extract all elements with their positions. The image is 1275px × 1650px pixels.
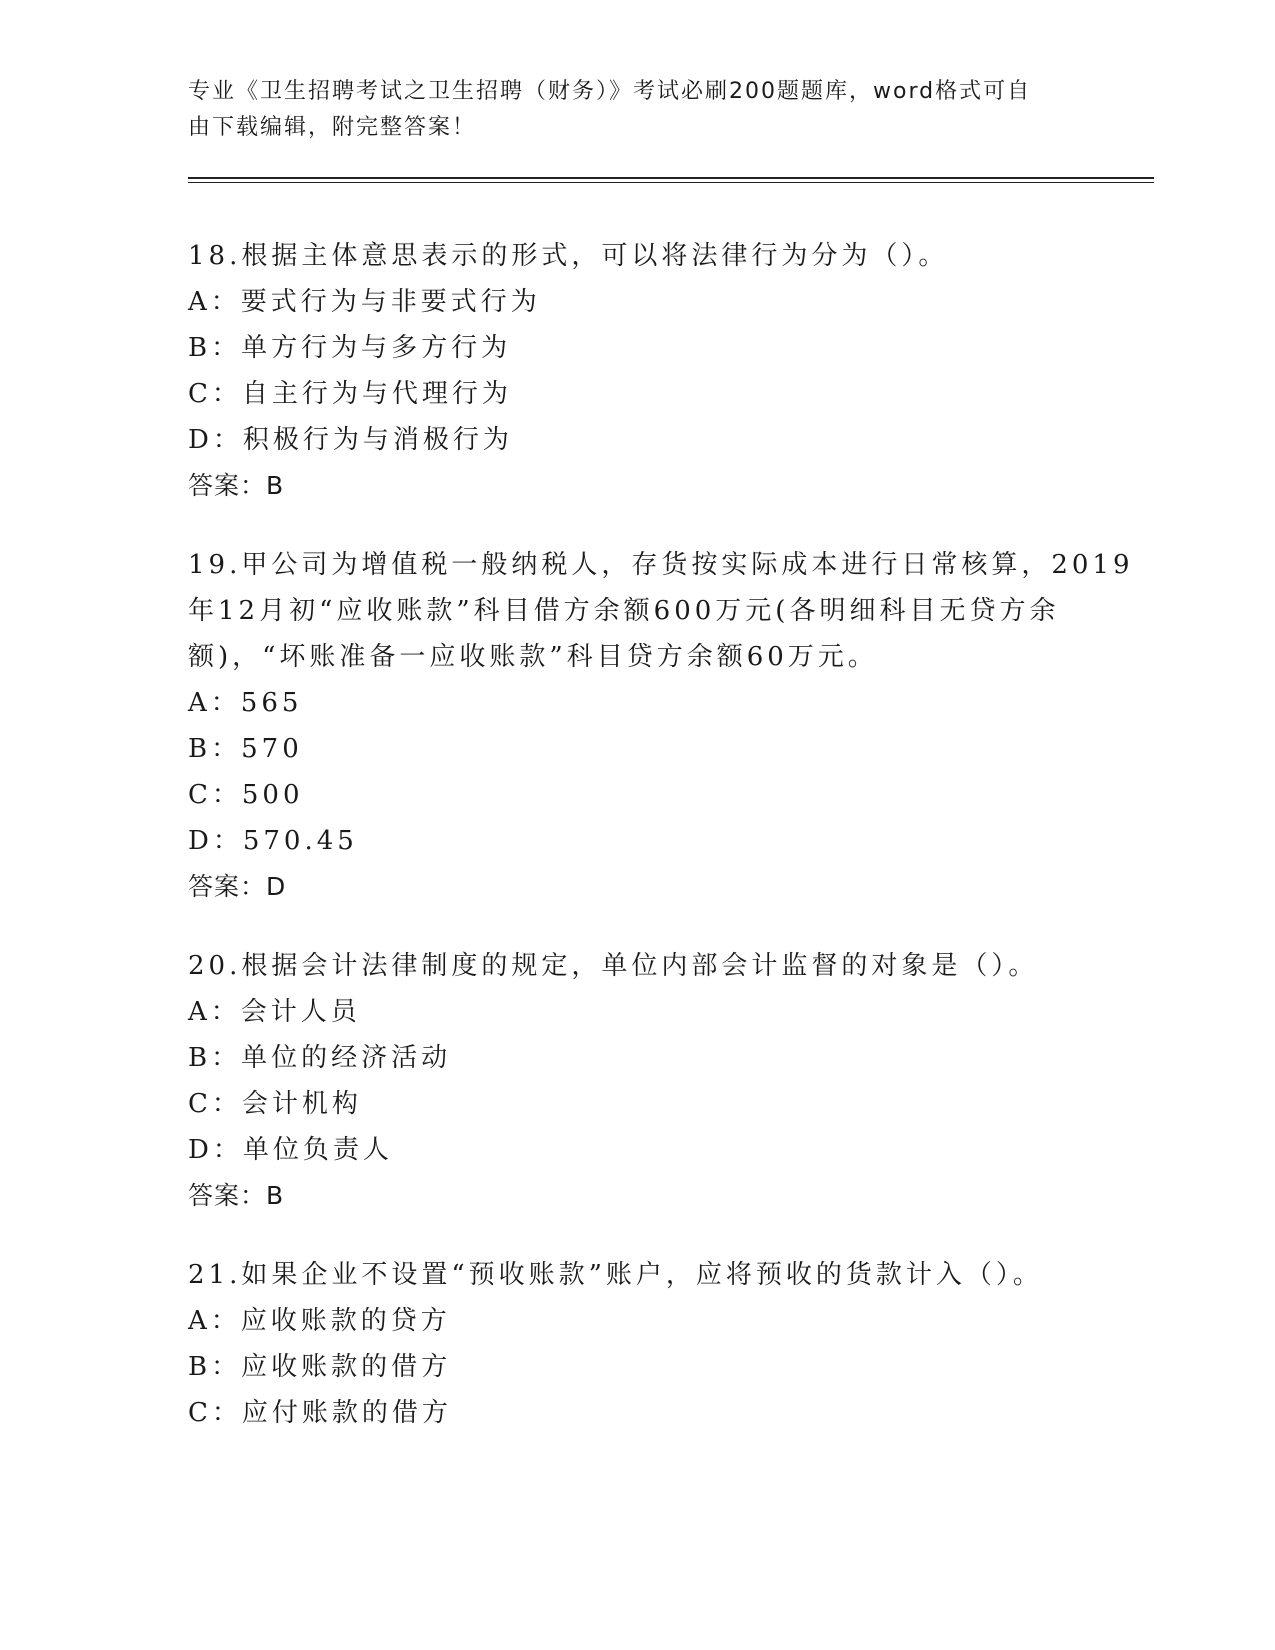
- answer: 答案：B: [188, 471, 285, 500]
- header-divider-thin: [188, 182, 1154, 183]
- question-text: 18.根据主体意思表示的形式，可以将法律行为分为（）。: [188, 241, 949, 271]
- option-a: A：应收账款的贷方: [188, 1306, 451, 1336]
- option-c: C：500: [188, 780, 304, 810]
- option-c: C：会计机构: [188, 1089, 362, 1119]
- answer: 答案：B: [188, 1181, 285, 1210]
- option-c: C：应付账款的借方: [188, 1398, 452, 1428]
- question-text: 21.如果企业不设置“预收账款”账户，应将预收的货款计入（）。: [188, 1260, 1043, 1290]
- question-21: [188, 1252, 1088, 1436]
- option-a: A：会计人员: [188, 997, 361, 1027]
- question-20: [188, 943, 1088, 1219]
- question-text-line-1: 19.甲公司为增值税一般纳税人，存货按实际成本进行日常核算，2019: [188, 550, 1134, 580]
- option-b: B：单位的经济活动: [188, 1043, 452, 1073]
- question-text-line-2: 年12月初“应收账款”科目借方余额600万元(各明细科目无贷方余: [188, 596, 1060, 626]
- option-b: B：570: [188, 734, 303, 764]
- option-d: D：积极行为与消极行为: [188, 425, 513, 455]
- question-19: [188, 542, 1134, 910]
- option-a: A：565: [188, 688, 303, 718]
- option-d: D：570.45: [188, 826, 358, 856]
- question-text: 20.根据会计法律制度的规定，单位内部会计监督的对象是（）。: [188, 951, 1039, 981]
- header-line-2: 由下载编辑，附完整答案！: [188, 115, 477, 140]
- question-list: [188, 233, 1134, 1469]
- option-c: C：自主行为与代理行为: [188, 379, 512, 409]
- option-a: A：要式行为与非要式行为: [188, 287, 541, 317]
- option-b: B：单方行为与多方行为: [188, 333, 512, 363]
- answer: 答案：D: [188, 872, 287, 901]
- question-18: [188, 233, 1088, 509]
- document-header: [188, 74, 1068, 146]
- option-d: D：单位负责人: [188, 1135, 393, 1165]
- header-line-1: 专业《卫生招聘考试之卫生招聘（财务）》考试必刷200题题库，word格式可自: [188, 79, 1032, 104]
- option-b: B：应收账款的借方: [188, 1352, 452, 1382]
- header-divider-thick: [188, 177, 1154, 179]
- question-text-line-3: 额)，“坏账准备一应收账款”科目贷方余额60万元。: [188, 642, 878, 672]
